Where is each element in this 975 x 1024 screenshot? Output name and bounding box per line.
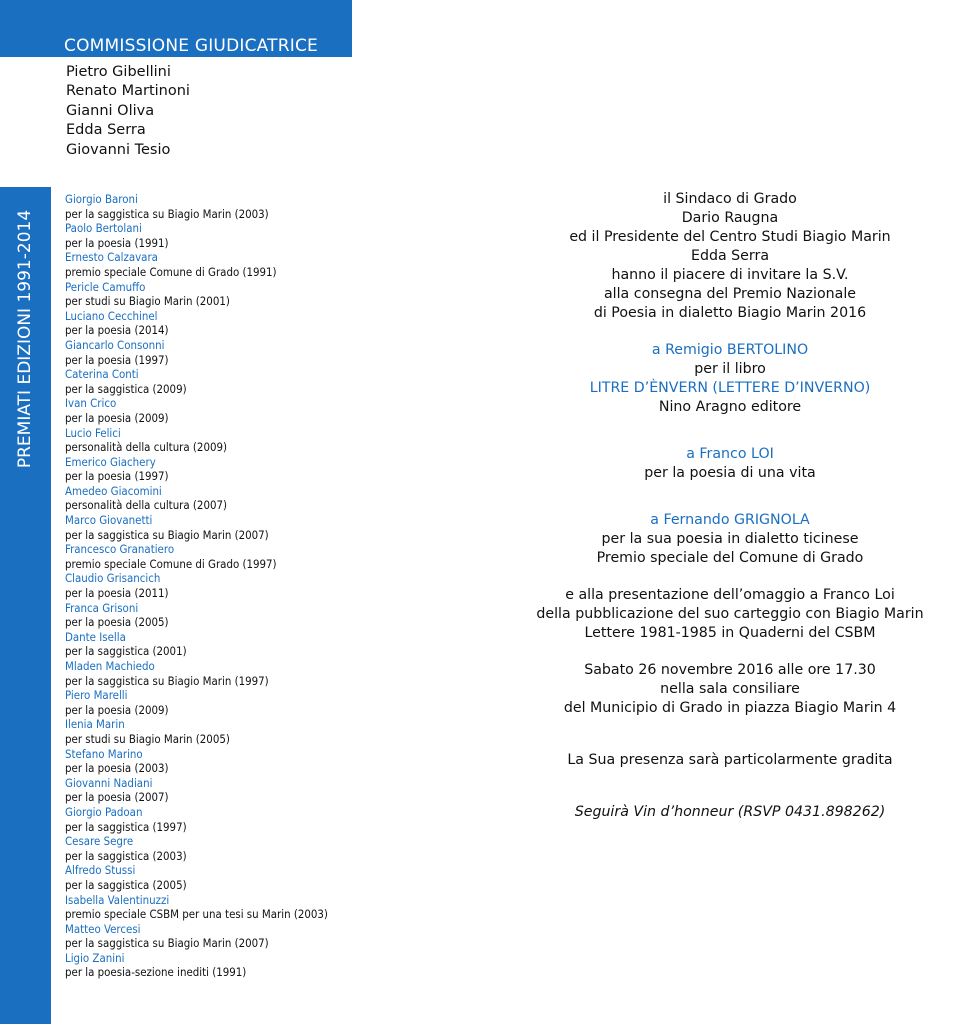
invitation-line: di Poesia in dialetto Biagio Marin 2016 — [593, 305, 867, 321]
jury-member: Gianni Oliva — [66, 102, 155, 119]
laureate-name: Luciano Cecchinel — [65, 308, 158, 323]
laureates-list — [65, 192, 395, 980]
laureate-name: Isabella Valentinuzzi — [65, 892, 170, 907]
laureate-citation: premio speciale CSBM per una tesi su Marin (2003) — [65, 907, 328, 922]
laureate-citation: per la saggistica su Biagio Marin (2007) — [65, 527, 269, 542]
laureate-name: Amedeo Giacomini — [65, 483, 162, 498]
invitation-line: hanno il piacere di invitare la S.V. — [611, 267, 849, 283]
jury-member: Edda Serra — [66, 122, 146, 139]
invitation-line: Edda Serra — [690, 248, 770, 264]
laureate-citation: premio speciale Comune di Grado (1991) — [65, 264, 277, 279]
laureate-name: Franca Grisoni — [65, 600, 139, 615]
presentation-line: e alla presentazione dell’omaggio a Franco Loi — [565, 587, 895, 603]
laureate-name: Ernesto Calzavara — [65, 250, 158, 265]
laureate-name: Dante Isella — [65, 629, 126, 644]
laureate-citation: per la poesia-sezione inediti (1991) — [65, 965, 247, 980]
laureate-name: Pericle Camuffo — [65, 279, 146, 294]
laureate-citation: per la saggistica su Biagio Marin (2007) — [65, 936, 269, 951]
laureate-citation: premio speciale Comune di Grado (1997) — [65, 556, 277, 571]
laureate-name: Giorgio Padoan — [65, 804, 143, 819]
laureate-name: Giancarlo Consonni — [65, 337, 165, 352]
side-label: PREMIATI EDIZIONI 1991-2014 — [15, 209, 35, 469]
laureate-citation: personalità della cultura (2007) — [65, 498, 227, 513]
laureate-name: Alfredo Stussi — [65, 863, 136, 878]
award-winner: a Remigio BERTOLINO — [651, 342, 809, 358]
laureate-citation: per la saggistica (2005) — [65, 877, 187, 892]
laureate-name: Giorgio Baroni — [65, 192, 138, 206]
event-venue: nella sala consiliare — [660, 681, 800, 697]
event-datetime: Sabato 26 novembre 2016 alle ore 17.30 — [584, 662, 876, 678]
invitation-line: ed il Presidente del Centro Studi Biagio Marin — [569, 229, 891, 245]
laureate-citation: per studi su Biagio Marin (2001) — [65, 294, 230, 309]
laureate-name: Ivan Crico — [65, 396, 117, 411]
award-winner: a Franco LOI — [686, 446, 774, 462]
laureate-name: Caterina Conti — [65, 367, 139, 382]
award-reason: per la poesia di una vita — [644, 465, 816, 481]
award-winner: a Fernando GRIGNOLA — [650, 512, 810, 528]
invitation-line: il Sindaco di Grado — [663, 191, 797, 207]
laureate-name: Piero Marelli — [65, 688, 128, 703]
laureate-citation: per la poesia (2005) — [65, 615, 169, 630]
presentation-line: Lettere 1981-1985 in Quaderni del CSBM — [584, 625, 876, 641]
laureate-name: Ligio Zanini — [65, 950, 125, 965]
closing-line: La Sua presenza sarà particolarmente gradita — [567, 752, 893, 768]
laureate-citation: per studi su Biagio Marin (2005) — [65, 731, 230, 746]
award-reason: per la sua poesia in dialetto ticinese — [601, 531, 859, 547]
laureate-name: Lucio Felici — [65, 425, 121, 440]
laureate-citation: per la saggistica su Biagio Marin (1997) — [65, 673, 269, 688]
invitation-line: alla consegna del Premio Nazionale — [603, 286, 856, 302]
award-publisher: Nino Aragno editore — [658, 399, 802, 415]
invitation-line: Dario Raugna — [681, 210, 779, 226]
award-book-title: LITRE D’ÈNVERN (LETTERE D’INVERNO) — [589, 380, 871, 396]
laureate-name: Cesare Segre — [65, 834, 134, 849]
laureate-citation: per la poesia (2009) — [65, 702, 169, 717]
rsvp-line: Seguirà Vin d’honneur (RSVP 0431.898262) — [574, 804, 886, 820]
laureate-name: Emerico Giachery — [65, 454, 156, 469]
award-reason: per il libro — [694, 361, 766, 377]
laureate-citation: per la saggistica (2009) — [65, 381, 187, 396]
laureate-citation: per la saggistica (2003) — [65, 848, 187, 863]
laureate-citation: per la saggistica su Biagio Marin (2003) — [65, 206, 269, 221]
invitation — [512, 190, 948, 822]
laureate-name: Matteo Vercesi — [65, 921, 141, 936]
laureate-citation: per la poesia (1991) — [65, 235, 169, 250]
laureate-citation: per la poesia (2003) — [65, 761, 169, 776]
jury-member: Renato Martinoni — [66, 83, 190, 100]
laureate-name: Marco Giovanetti — [65, 513, 153, 528]
laureate-name: Paolo Bertolani — [65, 221, 142, 236]
award-extra: Premio speciale del Comune di Grado — [596, 550, 864, 566]
laureate-name: Giovanni Nadiani — [65, 775, 153, 790]
laureate-citation: per la poesia (2007) — [65, 790, 169, 805]
presentation-line: della pubblicazione del suo carteggio con Biagio Marin — [536, 606, 924, 622]
laureate-name: Ilenia Marin — [65, 717, 125, 732]
event-address: del Municipio di Grado in piazza Biagio Marin 4 — [563, 700, 897, 716]
jury-list — [66, 63, 190, 160]
laureate-citation: per la poesia (2011) — [65, 586, 169, 601]
jury-member: Pietro Gibellini — [66, 64, 171, 80]
laureate-citation: per la poesia (2014) — [65, 323, 169, 338]
laureate-citation: per la poesia (1997) — [65, 469, 169, 484]
commission-title: COMMISSIONE GIUDICATRICE — [64, 36, 318, 56]
jury-member: Giovanni Tesio — [66, 141, 171, 158]
laureate-citation: per la saggistica (1997) — [65, 819, 187, 834]
laureate-citation: per la saggistica (2001) — [65, 644, 187, 659]
laureate-citation: per la poesia (2009) — [65, 410, 169, 425]
laureate-name: Stefano Marino — [65, 746, 143, 761]
laureate-citation: personalità della cultura (2009) — [65, 440, 227, 455]
laureate-citation: per la poesia (1997) — [65, 352, 169, 367]
laureate-name: Claudio Grisancich — [65, 571, 161, 586]
laureate-name: Mladen Machiedo — [65, 659, 155, 673]
laureate-name: Francesco Granatiero — [65, 542, 175, 557]
